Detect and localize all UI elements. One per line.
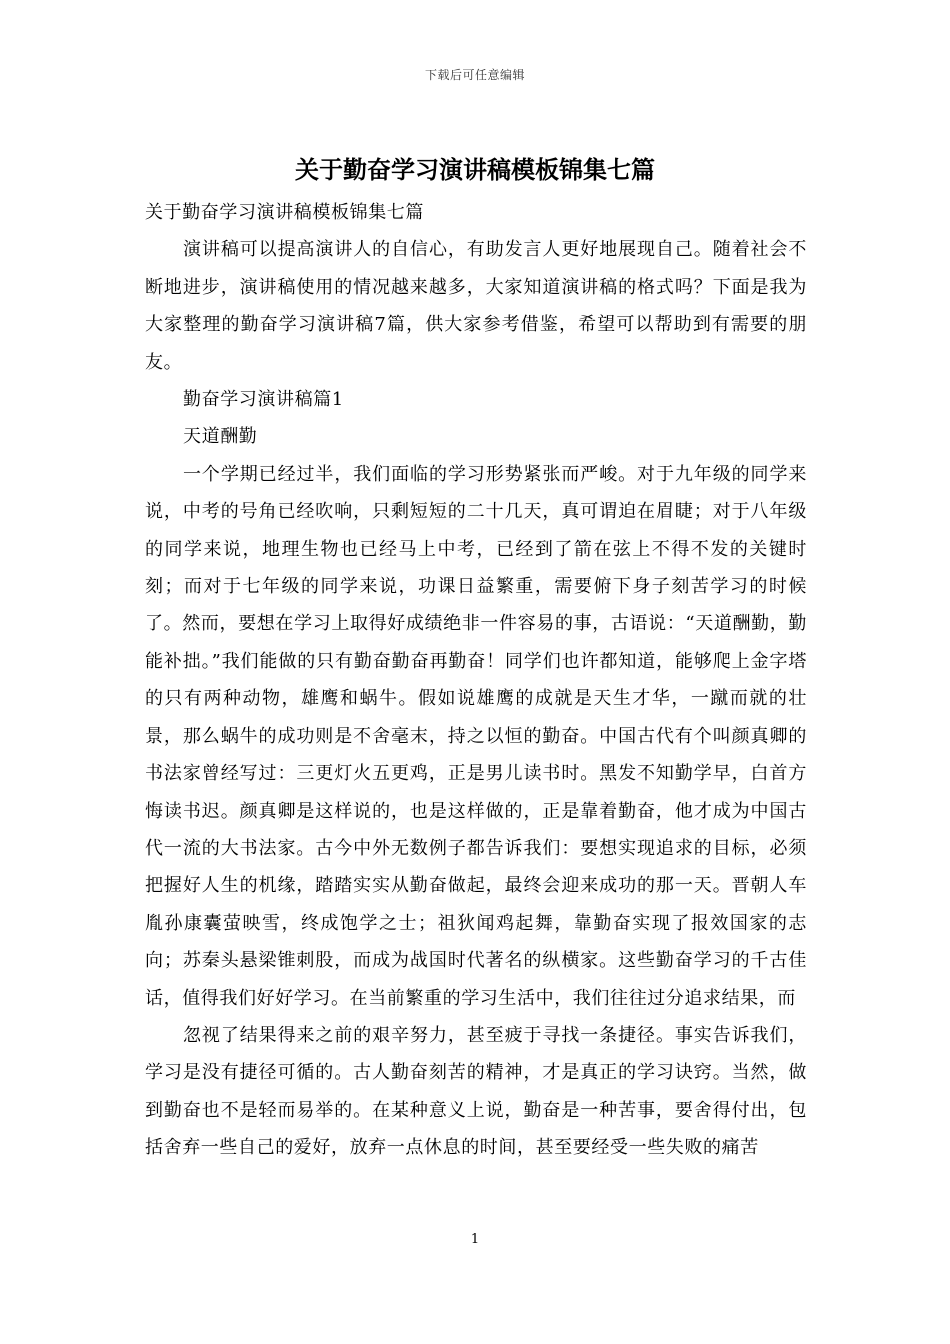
speech-title: 天道酬勤: [183, 426, 258, 448]
body-paragraph: 一个学期已经过半，我们面临的学习形势紧张而严峻。对于九年级的同学来说，中考的号角已经吹响，只剩短短的二十几天，真可谓迫在眉睫；对于八年级的同学来说，地理生物也已经马上中考，已经到了箭在弦上不得不发的关键时刻；而对于七年级的同学来说，功课日益繁重，需要俯下身子刻苦学习的时候了。然而，要想在学习上取得好成绩绝非一件容易的事，古语说：“天道酬勤，勤能补拙。”我们能做的只有勤奋勤奋再勤奋！同学们也许都知道，能够爬上金字塔的只有两种动物，雄鹰和蜗牛。假如说雄鹰的成就是天生才华，一蹴而就的壮景，那么蜗牛的成功则是不舍毫末，持之以恒的勤奋。中国古代有个叫颜真卿的书法家曾经写过：三更灯火五更鸡，正是男儿读书时。黑发不知勤学早，白首方悔读书迟。颜真卿是这样说的，也是这样做的，正是靠着勤奋，他才成为中国古代一流的大书法家。古今中外无数例子都告诉我们：要想实现追求的目标，必须把握好人生的机缘，踏踏实实从勤奋做起，最终会迎来成功的那一天。晋朝人车胤孙康囊萤映雪，终成饱学之士；祖狄闻鸡起舞，靠勤奋实现了报效国家的志向；苏秦头悬梁锥刺股，而成为战国时代著名的纵横家。这些勤奋学习的千古佳话，值得我们好好学习。在当前繁重的学习生活中，我们往往过分追求结果，而: [145, 463, 807, 1009]
section-heading: 勤奋学习演讲稿篇1: [183, 389, 344, 411]
document-title: 关于勤奋学习演讲稿模板锦集七篇: [295, 155, 655, 184]
header-note: 下载后可任意编辑: [424, 68, 525, 82]
page-number: 1: [470, 1232, 480, 1247]
document-body: [145, 194, 807, 1167]
intro-paragraph: 演讲稿可以提高演讲人的自信心，有助发言人更好地展现自己。随着社会不断地进步，演讲稿使用的情况越来越多，大家知道演讲稿的格式吗？下面是我为大家整理的勤奋学习演讲稿7篇，供大家参考借鉴，希望可以帮助到有需要的朋友。: [145, 239, 807, 373]
body-paragraph: 忽视了结果得来之前的艰辛努力，甚至疲于寻找一条捷径。事实告诉我们，学习是没有捷径可循的。古人勤奋刻苦的精神，才是真正的学习诀窍。当然，做到勤奋也不是轻而易举的。在某种意义上说，勤奋是一种苦事，要舍得付出，包括舍弃一些自己的爱好，放弃一点休息的时间，甚至要经受一些失败的痛苦: [145, 1024, 807, 1159]
subtitle-paragraph: 关于勤奋学习演讲稿模板锦集七篇: [145, 202, 424, 223]
